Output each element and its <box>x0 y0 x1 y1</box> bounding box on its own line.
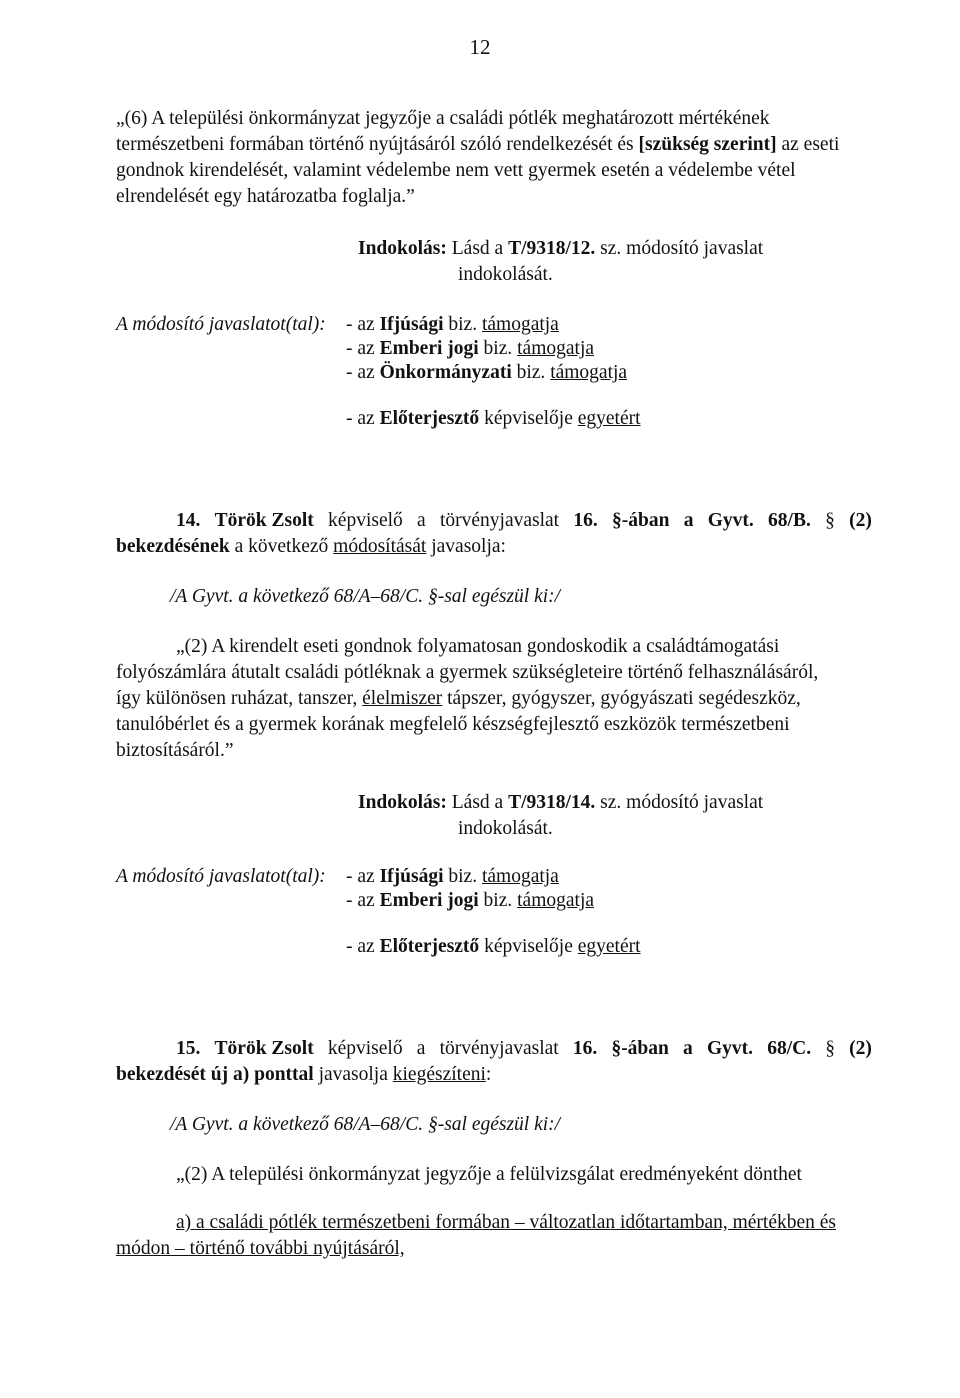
supporter-row: - az Ifjúsági biz. támogatja <box>346 866 559 887</box>
quote-line: „(6) A települési önkormányzat jegyzője a családi pótlék meghatározott mértékének <box>116 108 770 129</box>
quote-line: „(2) A kirendelt eseti gondnok folyamatosan gondoskodik a családtámogatási <box>176 636 780 657</box>
presenter-row: - az Előterjesztő képviselője egyetért <box>346 408 641 429</box>
justification-label: Indokolás: <box>358 238 447 259</box>
justification-line: Indokolás: Lásd a T/9318/12. sz. módosító javaslat <box>358 238 764 259</box>
bold-insert: [szükség szerint] <box>638 134 777 155</box>
quote-line: természetbeni formában történő nyújtásáról szóló rendelkezését és [szükség szerint] az eseti <box>116 134 840 155</box>
quoted-paragraph-6 <box>116 106 872 210</box>
justification-ref: T/9318/14. <box>508 792 596 813</box>
supporter-row: - az Emberi jogi biz. támogatja <box>346 338 595 359</box>
item-15-quote-line: „(2) A települési önkormányzat jegyzője a felülvizsgálat eredményeként dönthet <box>176 1164 802 1185</box>
supporter-row: - az Ifjúsági biz. támogatja <box>346 314 559 335</box>
quote-line: folyószámlára átutalt családi pótléknak a gyermek szükségleteire történő felhasználásáról, <box>116 662 819 683</box>
item-14-note: /A Gyvt. a következő 68/A–68/C. §-sal egészül ki:/ <box>170 586 561 607</box>
item-14-heading: 14. Török Zsolt képviselő a törvényjavaslat 16. §-ában a Gyvt. 68/B. § (2) <box>176 510 872 531</box>
quote-line: biztosításáról.” <box>116 740 234 761</box>
justification-ref: T/9318/12. <box>508 238 596 259</box>
item-14-quote <box>116 634 872 764</box>
supporters-label: A módosító javaslatot(tal): <box>116 314 326 335</box>
item-15-heading-line-2: bekezdését új a) ponttal javasolja kiegészíteni: <box>116 1064 492 1085</box>
point-a-line: módon – történő további nyújtásáról, <box>116 1238 405 1259</box>
point-a-line: a) a családi pótlék természetbeni formában – változatlan időtartamban, mértékben és <box>176 1212 837 1233</box>
item-14-heading-line-2: bekezdésének a következő módosítását javasolja: <box>116 536 506 557</box>
quote-line: elrendelését egy határozatba foglalja.” <box>116 186 415 207</box>
quote-line: gondnok kirendelését, valamint védelembe nem vett gyermek esetén a védelembe vétel <box>116 160 796 181</box>
item-15-note: /A Gyvt. a következő 68/A–68/C. §-sal egészül ki:/ <box>170 1114 561 1135</box>
quote-line: így különösen ruházat, tanszer, élelmiszer tápszer, gyógyszer, gyógyászati segédeszköz, <box>116 688 801 709</box>
item-15-point-a <box>116 1210 872 1262</box>
quote-line: tanulóbérlet és a gyermek korának megfelelő készségfejlesztő eszközök természetbeni <box>116 714 790 735</box>
justification-line: Indokolás: Lásd a T/9318/14. sz. módosító javaslat <box>358 792 764 813</box>
justification-line-2: indokolását. <box>458 264 553 285</box>
justification-label: Indokolás: <box>358 792 447 813</box>
supporters-label: A módosító javaslatot(tal): <box>116 866 326 887</box>
justification-line-2: indokolását. <box>458 818 553 839</box>
item-15-heading: 15. Török Zsolt képviselő a törvényjavaslat 16. §-ában a Gyvt. 68/C. § (2) <box>176 1038 872 1059</box>
page-number: 12 <box>469 35 491 59</box>
presenter-row: - az Előterjesztő képviselője egyetért <box>346 936 641 957</box>
supporter-row: - az Emberi jogi biz. támogatja <box>346 890 595 911</box>
supporter-row: - az Önkormányzati biz. támogatja <box>346 362 628 383</box>
